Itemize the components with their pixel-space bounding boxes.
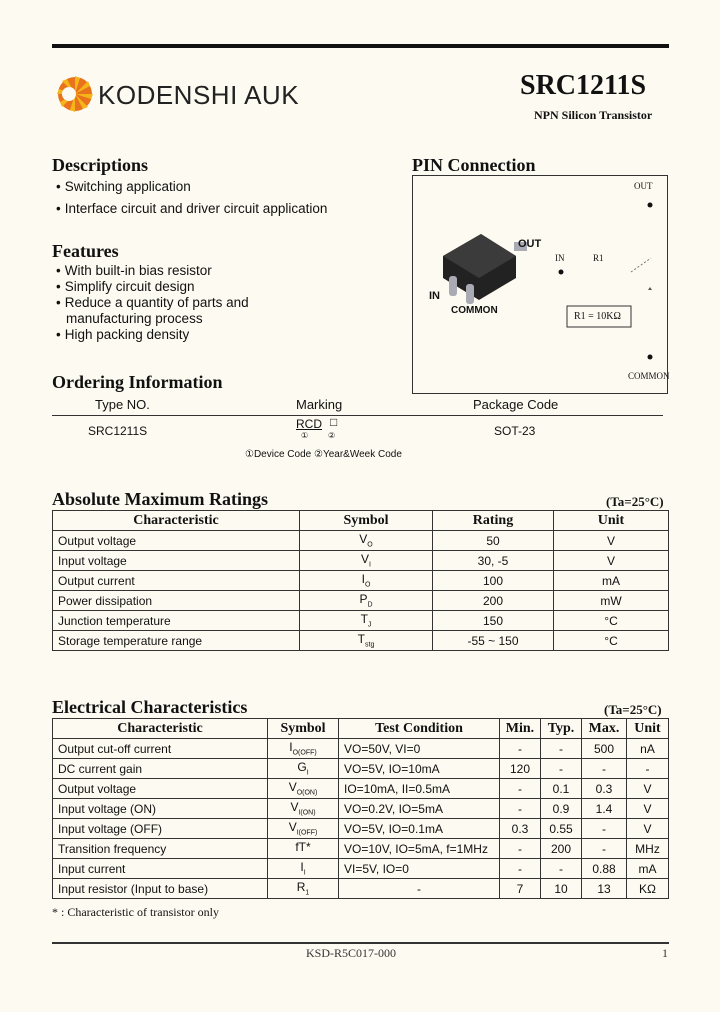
elec-title: Electrical Characteristics bbox=[52, 697, 248, 717]
footnote: * : Characteristic of transistor only bbox=[52, 905, 219, 919]
ordering-type: SRC1211S bbox=[88, 424, 148, 438]
pin-title: PIN Connection bbox=[412, 155, 536, 175]
table-cell: IO=10mA, II=0.5mA bbox=[339, 779, 500, 799]
table-cell: VO=50V, VI=0 bbox=[339, 739, 500, 759]
table-cell: Storage temperature range bbox=[53, 631, 300, 651]
table-cell: VO=10V, IO=5mA, f=1MHz bbox=[339, 839, 500, 859]
table-cell: 200 bbox=[541, 839, 582, 859]
table-cell: - bbox=[541, 739, 582, 759]
part-number: SRC1211S bbox=[520, 70, 647, 101]
table-cell: Junction temperature bbox=[53, 611, 300, 631]
table-cell: - bbox=[582, 839, 627, 859]
table-cell: 200 bbox=[433, 591, 554, 611]
table-row bbox=[53, 611, 669, 631]
table-cell: VI=5V, IO=0 bbox=[339, 859, 500, 879]
table-cell: - bbox=[500, 799, 541, 819]
company-name: KODENSHI AUK bbox=[98, 80, 300, 110]
table-row bbox=[53, 759, 669, 779]
table-header: Typ. bbox=[541, 719, 582, 739]
table-cell: 7 bbox=[500, 879, 541, 899]
table-cell: 30, -5 bbox=[433, 551, 554, 571]
table-cell: DC current gain bbox=[53, 759, 268, 779]
ordering-marking: RCD bbox=[296, 417, 322, 431]
elec-condition: (Ta=25°C) bbox=[604, 702, 662, 717]
marking-note-2: ② bbox=[328, 431, 336, 440]
table-cell: 150 bbox=[433, 611, 554, 631]
bottom-rule bbox=[52, 942, 669, 944]
ordering-note: ①Device Code ②Year&Week Code bbox=[245, 449, 402, 460]
table-cell: $I_O$ bbox=[300, 571, 433, 591]
table-cell: - bbox=[582, 819, 627, 839]
table-cell: 0.55 bbox=[541, 819, 582, 839]
table-cell: $V_O$ bbox=[300, 531, 433, 551]
table-header: Rating bbox=[433, 511, 554, 531]
ordering-package: SOT-23 bbox=[494, 424, 536, 438]
table-header: Unit bbox=[554, 511, 669, 531]
table-cell: 120 bbox=[500, 759, 541, 779]
pkg-out-label: OUT bbox=[518, 238, 542, 250]
table-row bbox=[53, 859, 669, 879]
table-cell: - bbox=[339, 879, 500, 899]
table-cell: Output cut-off current bbox=[53, 739, 268, 759]
table-cell: 100 bbox=[433, 571, 554, 591]
feature-item: • Reduce a quantity of parts and bbox=[56, 295, 249, 310]
table-cell: 0.3 bbox=[500, 819, 541, 839]
table-header: Symbol bbox=[300, 511, 433, 531]
table-cell: Transition frequency bbox=[53, 839, 268, 859]
table-cell: 0.1 bbox=[541, 779, 582, 799]
table-cell: nA bbox=[627, 739, 669, 759]
table-cell: 0.88 bbox=[582, 859, 627, 879]
table-row bbox=[53, 779, 669, 799]
table-cell: $G_I$ bbox=[268, 759, 339, 779]
table-cell: Input current bbox=[53, 859, 268, 879]
table-header-row bbox=[53, 511, 669, 531]
table-cell: $V_{I(OFF)}$ bbox=[268, 819, 339, 839]
description-item: • Switching application bbox=[56, 179, 191, 194]
marking-note-1: ① bbox=[301, 431, 309, 440]
feature-item: • High packing density bbox=[56, 327, 190, 342]
schematic-common-label: COMMON bbox=[628, 371, 670, 381]
table-row bbox=[53, 531, 669, 551]
table-cell: V bbox=[627, 779, 669, 799]
table-cell: Input voltage (OFF) bbox=[53, 819, 268, 839]
table-header: Unit bbox=[627, 719, 669, 739]
table-cell: - bbox=[541, 759, 582, 779]
table-cell: $V_I$ bbox=[300, 551, 433, 571]
table-header: Test Condition bbox=[339, 719, 500, 739]
table-header: Characteristic bbox=[53, 719, 268, 739]
features-title: Features bbox=[52, 241, 119, 261]
table-cell: -55 ~ 150 bbox=[433, 631, 554, 651]
table-cell: °C bbox=[554, 611, 669, 631]
table-row bbox=[53, 551, 669, 571]
table-cell: V bbox=[627, 799, 669, 819]
table-cell: $V_{I(ON)}$ bbox=[268, 799, 339, 819]
sot23-package-drawing bbox=[413, 176, 667, 393]
pkg-in-label: IN bbox=[429, 290, 440, 302]
table-header: Max. bbox=[582, 719, 627, 739]
ordering-rule bbox=[52, 415, 663, 416]
abs-max-condition: (Ta=25°C) bbox=[606, 494, 664, 509]
pin-diagram-box bbox=[412, 175, 668, 394]
schematic-r1-label: R1 bbox=[593, 253, 604, 263]
r1-value: R1 = 10KΩ bbox=[574, 311, 621, 322]
table-cell: V bbox=[554, 551, 669, 571]
table-cell: $P_D$ bbox=[300, 591, 433, 611]
top-rule bbox=[52, 44, 669, 48]
doc-code: KSD-R5C017-000 bbox=[306, 946, 397, 960]
table-cell: 13 bbox=[582, 879, 627, 899]
table-cell: 0.3 bbox=[582, 779, 627, 799]
table-row bbox=[53, 591, 669, 611]
table-cell: V bbox=[554, 531, 669, 551]
table-header: Characteristic bbox=[53, 511, 300, 531]
table-cell: $I_I$ bbox=[268, 859, 339, 879]
table-row bbox=[53, 799, 669, 819]
table-cell: - bbox=[500, 739, 541, 759]
table-cell: MHz bbox=[627, 839, 669, 859]
table-cell: - bbox=[627, 759, 669, 779]
table-cell: Output voltage bbox=[53, 531, 300, 551]
table-cell: $T_{stg}$ bbox=[300, 631, 433, 651]
table-header: Symbol bbox=[268, 719, 339, 739]
table-cell: - bbox=[500, 779, 541, 799]
table-cell: Input resistor (Input to base) bbox=[53, 879, 268, 899]
ordering-header-marking: Marking bbox=[296, 397, 343, 412]
table-row bbox=[53, 571, 669, 591]
table-cell: 50 bbox=[433, 531, 554, 551]
table-cell: 10 bbox=[541, 879, 582, 899]
part-subtitle: NPN Silicon Transistor bbox=[534, 108, 653, 122]
ordering-header-package: Package Code bbox=[473, 397, 559, 412]
table-cell: $T_J$ bbox=[300, 611, 433, 631]
table-cell: Output voltage bbox=[53, 779, 268, 799]
table-cell: mW bbox=[554, 591, 669, 611]
table-cell: fT* bbox=[268, 839, 339, 859]
table-header: Min. bbox=[500, 719, 541, 739]
schematic-out-label: OUT bbox=[634, 181, 653, 191]
abs-max-title: Absolute Maximum Ratings bbox=[52, 489, 269, 509]
table-cell: $R_1$ bbox=[268, 879, 339, 899]
descriptions-title: Descriptions bbox=[52, 155, 148, 175]
table-cell: °C bbox=[554, 631, 669, 651]
table-row bbox=[53, 839, 669, 859]
table-cell: mA bbox=[627, 859, 669, 879]
ordering-title: Ordering Information bbox=[52, 372, 223, 392]
ordering-header-type: Type NO. bbox=[95, 397, 150, 412]
table-cell: KΩ bbox=[627, 879, 669, 899]
table-cell: V bbox=[627, 819, 669, 839]
table-cell: Input voltage (ON) bbox=[53, 799, 268, 819]
kodenshi-logo bbox=[55, 74, 95, 114]
table-cell: - bbox=[541, 859, 582, 879]
schematic-in-label: IN bbox=[555, 253, 565, 263]
table-cell: - bbox=[500, 859, 541, 879]
table-row bbox=[53, 819, 669, 839]
description-item: • Interface circuit and driver circuit application bbox=[56, 201, 328, 216]
table-cell: VO=0.2V, IO=5mA bbox=[339, 799, 500, 819]
table-cell: Input voltage bbox=[53, 551, 300, 571]
abs-max-table bbox=[52, 510, 669, 651]
table-cell: $I_{O(OFF)}$ bbox=[268, 739, 339, 759]
table-cell: mA bbox=[554, 571, 669, 591]
table-cell: VO=5V, IO=0.1mA bbox=[339, 819, 500, 839]
logo-burst-icon bbox=[55, 74, 95, 114]
table-cell: 0.9 bbox=[541, 799, 582, 819]
ordering-marking-suffix: □ bbox=[330, 415, 338, 429]
table-cell: Output current bbox=[53, 571, 300, 591]
table-cell: - bbox=[582, 759, 627, 779]
pkg-common-label: COMMON bbox=[451, 305, 498, 316]
feature-item-continuation: manufacturing process bbox=[66, 311, 203, 326]
table-header-row bbox=[53, 719, 669, 739]
feature-item: • With built-in bias resistor bbox=[56, 263, 212, 278]
table-cell: - bbox=[500, 839, 541, 859]
table-row bbox=[53, 879, 669, 899]
page-number: 1 bbox=[662, 946, 668, 960]
table-cell: Power dissipation bbox=[53, 591, 300, 611]
table-cell: 1.4 bbox=[582, 799, 627, 819]
table-cell: VO=5V, IO=10mA bbox=[339, 759, 500, 779]
table-row bbox=[53, 739, 669, 759]
feature-item: • Simplify circuit design bbox=[56, 279, 195, 294]
table-row bbox=[53, 631, 669, 651]
elec-table bbox=[52, 718, 669, 899]
table-cell: $V_{O(ON)}$ bbox=[268, 779, 339, 799]
table-cell: 500 bbox=[582, 739, 627, 759]
